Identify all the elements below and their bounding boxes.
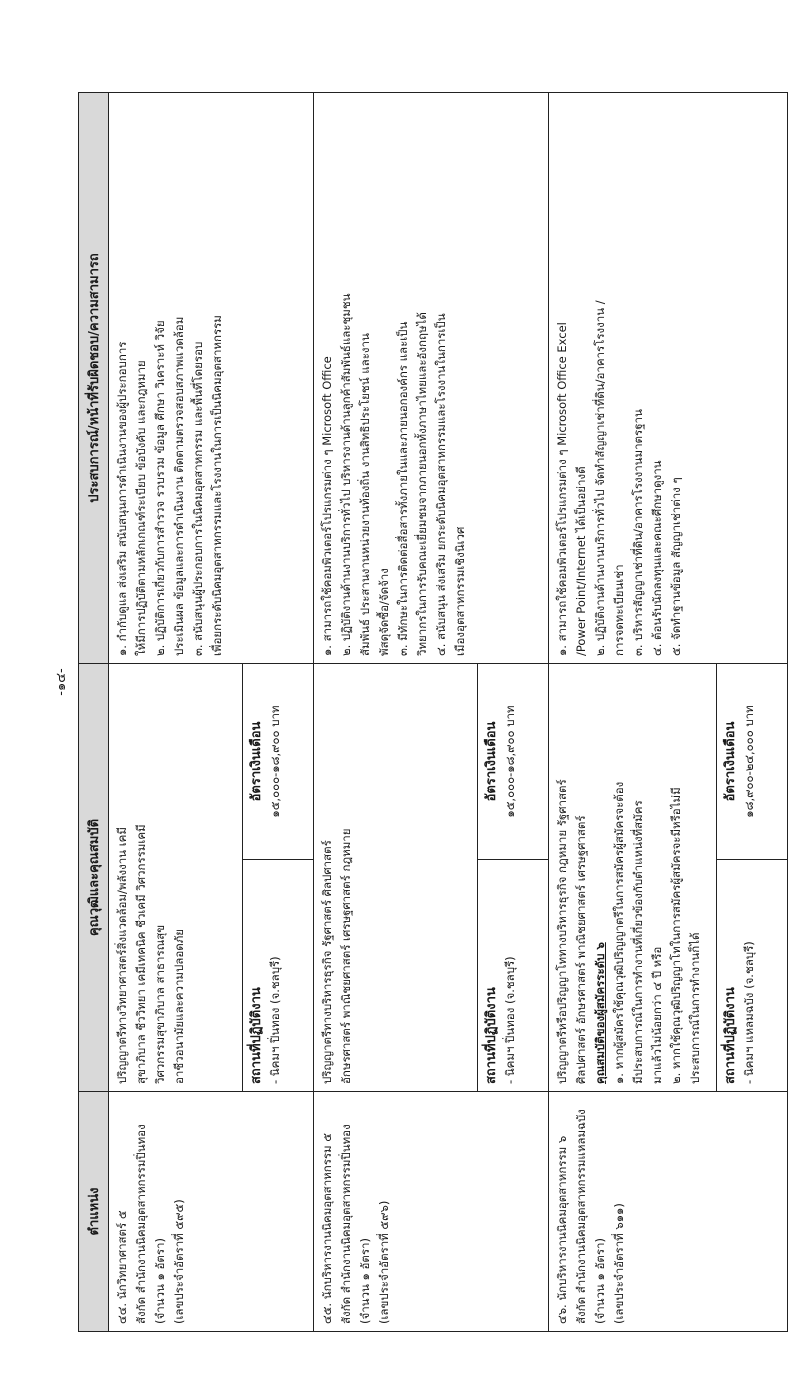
workplace-block [243, 859, 313, 1091]
job-table [78, 92, 788, 1332]
qualification-condition: มีประสบการณ์ในการทำงานที่เกี่ยวข้องกับตำแหน่งที่สมัคร [631, 800, 645, 1084]
table-row [314, 93, 549, 1331]
experience-line: ๕. จัดทำฐานข้อมูล สัญญาเช่าต่าง ๆ [669, 477, 683, 656]
position-office: สังกัด สำนักงานนิคมอุตสาหกรรมปิ่นทอง [339, 1124, 353, 1324]
salary-box [242, 664, 313, 1091]
experience-cell [314, 93, 548, 663]
position-number: (เลขประจำอัตราที่ ๖๑๑) [612, 1203, 626, 1324]
position-count: (จำนวน ๑ อัตรา) [153, 1238, 167, 1324]
experience-line: ๓. บริหารสัญญาเช่าที่ดิน/อาคารโรงงานมาตรฐาน [631, 409, 645, 656]
experience-line: ๔. สนับสนุน ส่งเสริม ยกระดับนิคมอุตสาหกรรมและโรงงานในการเป็น [434, 313, 448, 656]
position-office: สังกัด สำนักงานนิคมอุตสาหกรรมแหลมฉบัง [574, 1109, 588, 1324]
experience-line: ๑. สามารถใช้คอมพิวเตอร์โปรแกรมต่าง ๆ Microsoft Office Excel [555, 322, 569, 656]
salary-label: อัตราเงินเดือน [249, 721, 264, 802]
position-title: ๔๖. นักบริหารงานนิคมอุตสาหกรรม ๖ [555, 1135, 569, 1324]
qualification-cell [314, 663, 548, 1091]
experience-line: ประเมินผล ข้อมูลและการดำเนินงาน ติดตามตรวจสอบสภาพแวดล้อม [172, 316, 186, 656]
qualification-condition: ประสบการณ์ในการทำงานก็ได้ [688, 932, 702, 1084]
qualification-condition: ๒. หากใช้คุณวุฒิปริญญาโทในการสมัครผู้สมัครจะมีหรือไม่มี [669, 787, 683, 1084]
workplace-block [478, 859, 548, 1091]
position-office: สังกัด สำนักงานนิคมอุตสาหกรรมปิ่นทอง [134, 1124, 148, 1324]
qualification-condition: ๑. หากผู้สมัครใช้คุณวุฒิปริญญาตรีในการสมัครผู้สมัครจะต้อง [612, 781, 626, 1084]
experience-line: ให้มีการปฏิบัติตามหลักเกณฑ์ระเบียบ ข้อบังคับ และกฎหมาย [134, 360, 148, 656]
experience-line: /Power Point/Internet ได้เป็นอย่างดี [574, 466, 588, 656]
experience-line: ๓. มีทักษะในการติดต่อสื่อสารทั้งภายในและภายนอกองค์กร และเป็น [396, 321, 410, 656]
position-cell [549, 1091, 787, 1331]
salary-box [477, 664, 548, 1091]
position-cell [314, 1091, 548, 1331]
workplace-value: - นิคมฯ ปิ่นทอง (จ.ชลบุรี) [268, 956, 282, 1084]
experience-line: การจดทะเบียนเช่า [612, 564, 626, 656]
salary-value: ๑๕,๐๐๐-๑๘,๙๐๐ บาท [503, 705, 517, 818]
experience-line: ๒. ปฏิบัติงานด้านงานบริการทั่วไป บริหารงานด้านลูกค้าสัมพันธ์และชุมชน [339, 293, 353, 656]
position-cell [109, 1091, 313, 1331]
qualification-line: ศิลปศาสตร์ อักษรศาสตร์ พาณิชยศาสตร์ เศรษฐศาสตร์ [574, 815, 588, 1084]
qualification-condition: มาแล้วไม่น้อยกว่า ๔ ปี หรือ [650, 946, 664, 1084]
workplace-label: สถานที่ปฏิบัติงาน [484, 987, 499, 1084]
qualification-line: วิศวกรรมสุขาภิบาล สาธารณสุข [153, 924, 167, 1084]
qualification-text [314, 664, 477, 1091]
experience-line: ๒. ปฏิบัติการเกี่ยวกับการสำรวจ รวบรวม ข้อมูล ศึกษา วิเคราะห์ วิจัย [153, 320, 167, 656]
qualification-cell [109, 663, 313, 1091]
salary-label: อัตราเงินเดือน [484, 721, 499, 802]
qualification-line: ปริญญาตรีหรือปริญญาโททางบริหารธุรกิจ กฎหมาย รัฐศาสตร์ [555, 779, 569, 1084]
experience-cell [549, 93, 787, 663]
salary-value: ๑๕,๐๐๐-๑๘,๙๐๐ บาท [268, 705, 282, 818]
experience-line: ๒. ปฏิบัติงานด้านงานบริการทั่วไป จัดทำสัญญาเช่าที่ดิน/อาคารโรงงาน / [593, 300, 607, 656]
qualification-line: อักษรศาสตร์ พาณิชยศาสตร์ เศรษฐศาสตร์ กฎหมาย [339, 828, 353, 1084]
workplace-block [717, 859, 787, 1091]
table-header [79, 93, 109, 1331]
workplace-label: สถานที่ปฏิบัติงาน [249, 987, 264, 1084]
position-title: ๔๕. นักบริหารงานนิคมอุตสาหกรรม ๕ [320, 1133, 334, 1324]
position-number: (เลขประจำอัตราที่ ๕๙๖) [377, 1200, 391, 1324]
salary-block [243, 664, 313, 859]
qualification-cell [549, 663, 787, 1091]
experience-line: สัมพันธ์ ประสานงานหน่วยงานท้องถิ่น งานสิทธิประโยชน์ และงาน [358, 333, 372, 656]
qualification-text [109, 664, 242, 1091]
experience-line: ๔. ต้อนรับนักลงทุนและคณะศึกษาดูงาน [650, 460, 664, 656]
position-count: (จำนวน ๑ อัตรา) [358, 1238, 372, 1324]
qualification-heading: คุณสมบัติของผู้สมัครระดับ ๖ [593, 942, 607, 1084]
experience-cell [109, 93, 313, 663]
salary-label: อัตราเงินเดือน [723, 721, 738, 802]
workplace-value: - นิคมฯ ปิ่นทอง (จ.ชลบุรี) [503, 956, 517, 1084]
header-qualification: คุณวุฒิและคุณสมบัติ [79, 663, 108, 1091]
experience-line: ๑. สามารถใช้คอมพิวเตอร์โปรแกรมต่าง ๆ Microsoft Office [320, 356, 334, 656]
position-count: (จำนวน ๑ อัตรา) [593, 1238, 607, 1324]
salary-box [716, 664, 787, 1091]
qualification-line: สุขาภิบาล ชีววิทยา เคมีเทคนิค ชีวเคมี วิศวกรรมเคมี [134, 824, 148, 1084]
salary-block [717, 664, 787, 859]
position-title: ๔๔. นักวิทยาศาสตร์ ๕ [115, 1210, 129, 1324]
qualification-text [549, 664, 716, 1091]
qualification-line: อาชีวอนามัยและความปลอดภัย [172, 928, 186, 1084]
position-number: (เลขประจำอัตราที่ ๕๙๕) [172, 1199, 186, 1324]
salary-value: ๑๘,๙๐๐-๒๔,๐๐๐ บาท [742, 705, 756, 818]
workplace-label: สถานที่ปฏิบัติงาน [723, 987, 738, 1084]
experience-line: ๑. กำกับดูแล ส่งเสริม สนับสนุนการดำเนินงานของผู้ประกอบการ [115, 341, 129, 656]
header-experience: ประสบการณ์/หน้าที่รับผิดชอบ/ความสามารถ [87, 253, 102, 503]
experience-line: เมืองอุตสาหกรรมเชิงนิเวศ [453, 526, 467, 656]
experience-line: พัสดุจัดซื้อ/จัดจ้าง [377, 568, 391, 656]
qualification-line: ปริญญาตรีทางบริหารธุรกิจ รัฐศาสตร์ ศิลปศาสตร์ [320, 840, 334, 1084]
experience-line: ๓. สนับสนุนผู้ประกอบการในนิคมอุตสาหกรรม และพื้นที่โดยรอบ [191, 341, 205, 656]
page-number: -๑๔- [54, 668, 69, 696]
experience-line: เพื่อยกระดับนิคมอุตสาหกรรมและโรงงานในการเป็นนิคมอุตสาหกรรม [210, 315, 224, 656]
salary-block [478, 664, 548, 859]
qualification-line: ปริญญาตรีทางวิทยาศาสตร์สิ่งแวดล้อม/พลังงาน เคมี [115, 827, 129, 1084]
table-row [109, 93, 314, 1331]
workplace-value: - นิคมฯ แหลมฉบัง (จ.ชลบุรี) [742, 941, 756, 1084]
experience-line: วิทยากรในการรับคณะเยี่ยมชมจากภายนอกทั้งภาษาไทยและอังกฤษได้ [415, 312, 429, 656]
header-position: ตำแหน่ง [79, 1091, 108, 1331]
table-row [549, 93, 787, 1331]
